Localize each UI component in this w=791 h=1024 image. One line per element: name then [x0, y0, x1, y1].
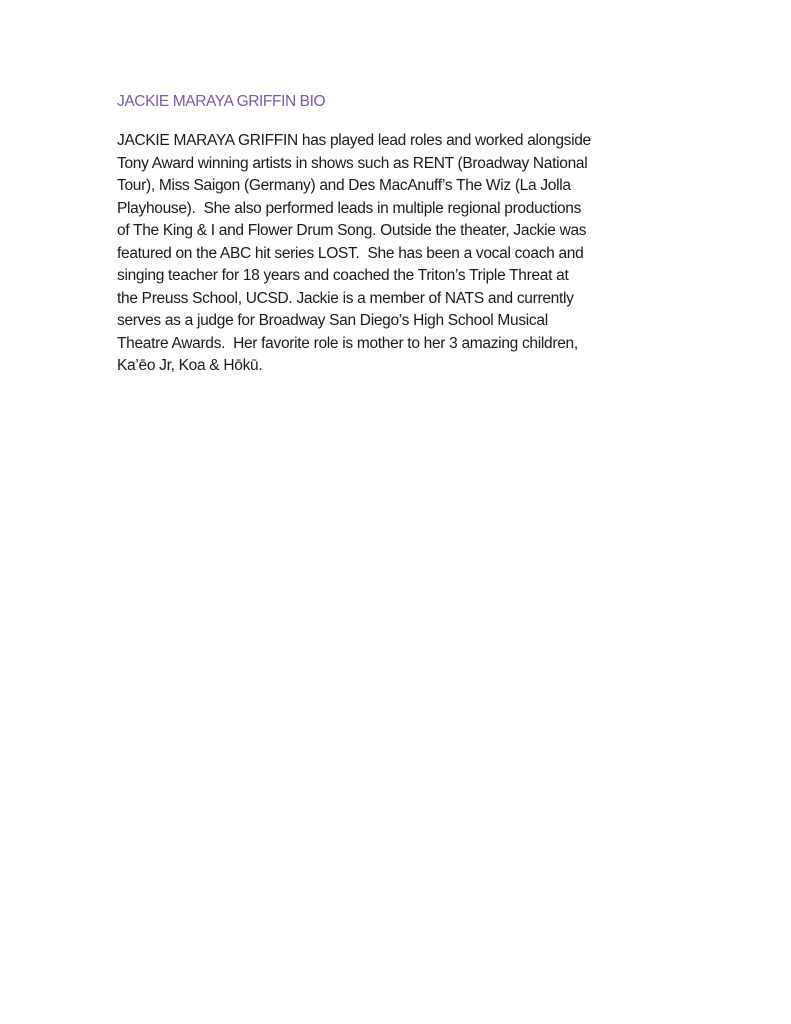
bio-line: Tour), Miss Saigon (Germany) and Des MacAnuff’s The Wiz (La Jolla [117, 177, 571, 194]
bio-line: Tony Award winning artists in shows such as RENT (Broadway National [117, 154, 588, 172]
bio-line: Ka’ēo Jr, Koa & Hōkū. [117, 357, 263, 374]
bio-line: serves as a judge for Broadway San Diego’s High School Musical [117, 312, 548, 329]
bio-line: Theatre Awards. Her favorite role is mother to her 3 amazing children, [117, 334, 578, 352]
bio-line: of The King & I and Flower Drum Song. Outside the theater, Jackie was [117, 222, 587, 239]
bio-line: Playhouse). She also performed leads in multiple regional productions [117, 199, 582, 217]
bio-line: the Preuss School, UCSD. Jackie is a member of NATS and currently [117, 289, 574, 307]
bio-paragraph [117, 130, 717, 378]
document-title: JACKIE MARAYA GRIFFIN BIO [117, 93, 326, 110]
bio-line: featured on the ABC hit series LOST. She has been a vocal coach and [117, 244, 584, 262]
bio-line: JACKIE MARAYA GRIFFIN has played lead roles and worked alongside [117, 132, 591, 149]
bio-line: singing teacher for 18 years and coached the Triton’s Triple Threat at [117, 267, 569, 284]
